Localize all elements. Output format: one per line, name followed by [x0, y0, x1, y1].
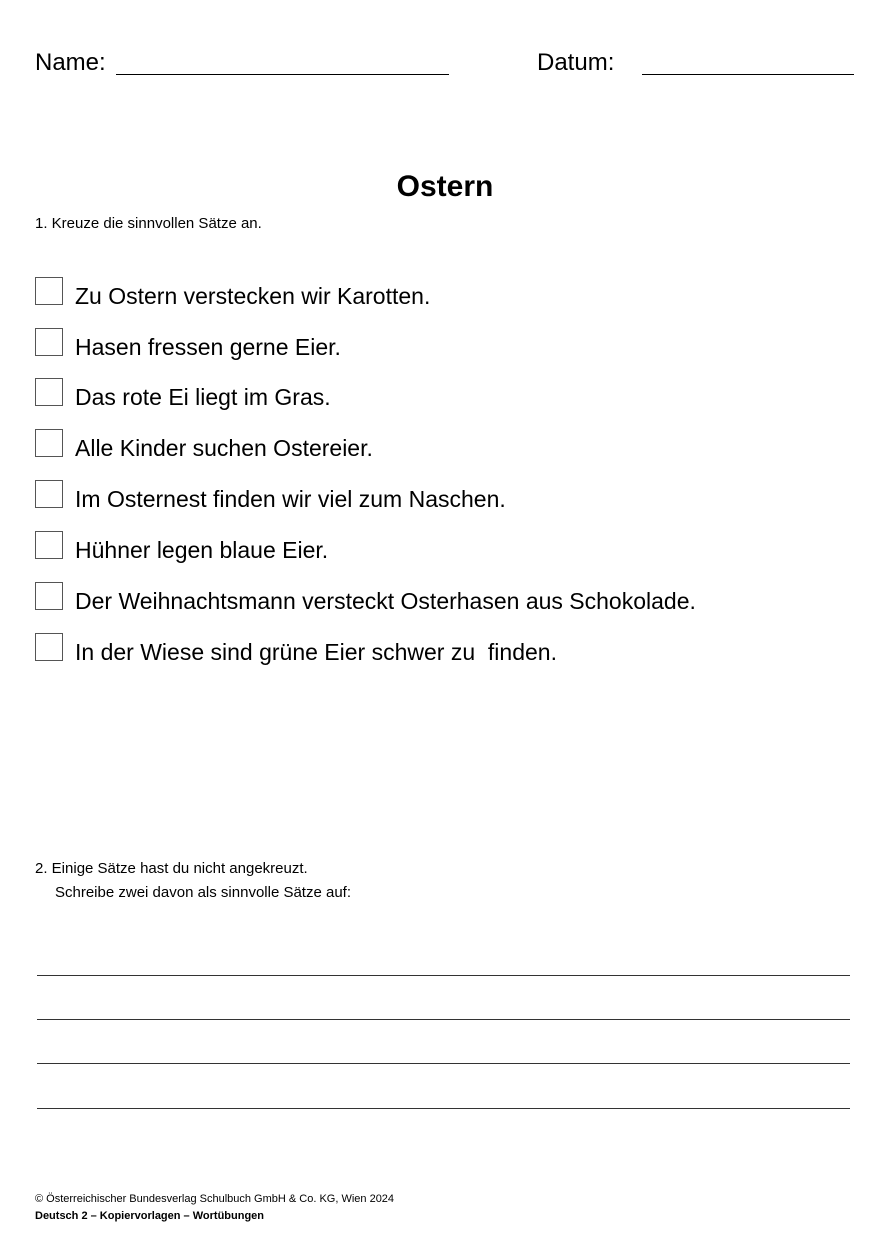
writing-line[interactable]	[37, 975, 850, 976]
date-label: Datum:	[537, 49, 615, 76]
sentence-item	[35, 277, 430, 309]
sentence-checkbox[interactable]	[35, 378, 63, 406]
sentence-checkbox[interactable]	[35, 480, 63, 508]
task2-instruction-line2: Schreibe zwei davon als sinnvolle Sätze auf:	[55, 884, 352, 901]
sentence-text: Hühner legen blaue Eier.	[75, 537, 329, 563]
task1-instruction: 1. Kreuze die sinnvollen Sätze an.	[35, 215, 262, 232]
sentence-item	[35, 531, 328, 563]
sentence-text: Hasen fressen gerne Eier.	[75, 334, 341, 360]
sentence-text: Der Weihnachtsmann versteckt Osterhasen aus Schokolade.	[75, 588, 696, 614]
sentence-checkbox[interactable]	[35, 582, 63, 610]
sentence-item	[35, 633, 557, 665]
date-field[interactable]	[642, 74, 854, 75]
sentence-text: Das rote Ei liegt im Gras.	[75, 384, 331, 410]
sentence-checkbox[interactable]	[35, 328, 63, 356]
task2-instruction-line1: 2. Einige Sätze hast du nicht angekreuzt.	[35, 860, 308, 877]
writing-line[interactable]	[37, 1019, 850, 1020]
sentence-item	[35, 328, 341, 360]
sentence-item	[35, 582, 696, 614]
footer-series: Deutsch 2 – Kopiervorlagen – Wortübungen	[35, 1210, 264, 1222]
name-field[interactable]	[116, 74, 449, 75]
sentence-checkbox[interactable]	[35, 429, 63, 457]
writing-line[interactable]	[37, 1108, 850, 1109]
page-title: Ostern	[396, 170, 494, 203]
sentence-checkbox[interactable]	[35, 277, 63, 305]
sentence-text: Im Osternest finden wir viel zum Naschen.	[75, 486, 506, 512]
sentence-checkbox[interactable]	[35, 531, 63, 559]
sentence-item	[35, 378, 331, 410]
sentence-item	[35, 480, 506, 512]
name-label: Name:	[35, 49, 106, 76]
writing-line[interactable]	[37, 1063, 850, 1064]
sentence-item	[35, 429, 373, 461]
sentence-text: Alle Kinder suchen Ostereier.	[75, 435, 373, 461]
sentence-checkbox[interactable]	[35, 633, 63, 661]
sentence-text: In der Wiese sind grüne Eier schwer zu finden.	[75, 639, 557, 665]
sentence-text: Zu Ostern verstecken wir Karotten.	[75, 283, 431, 309]
footer-copyright: © Österreichischer Bundesverlag Schulbuch GmbH & Co. KG, Wien 2024	[35, 1193, 395, 1205]
